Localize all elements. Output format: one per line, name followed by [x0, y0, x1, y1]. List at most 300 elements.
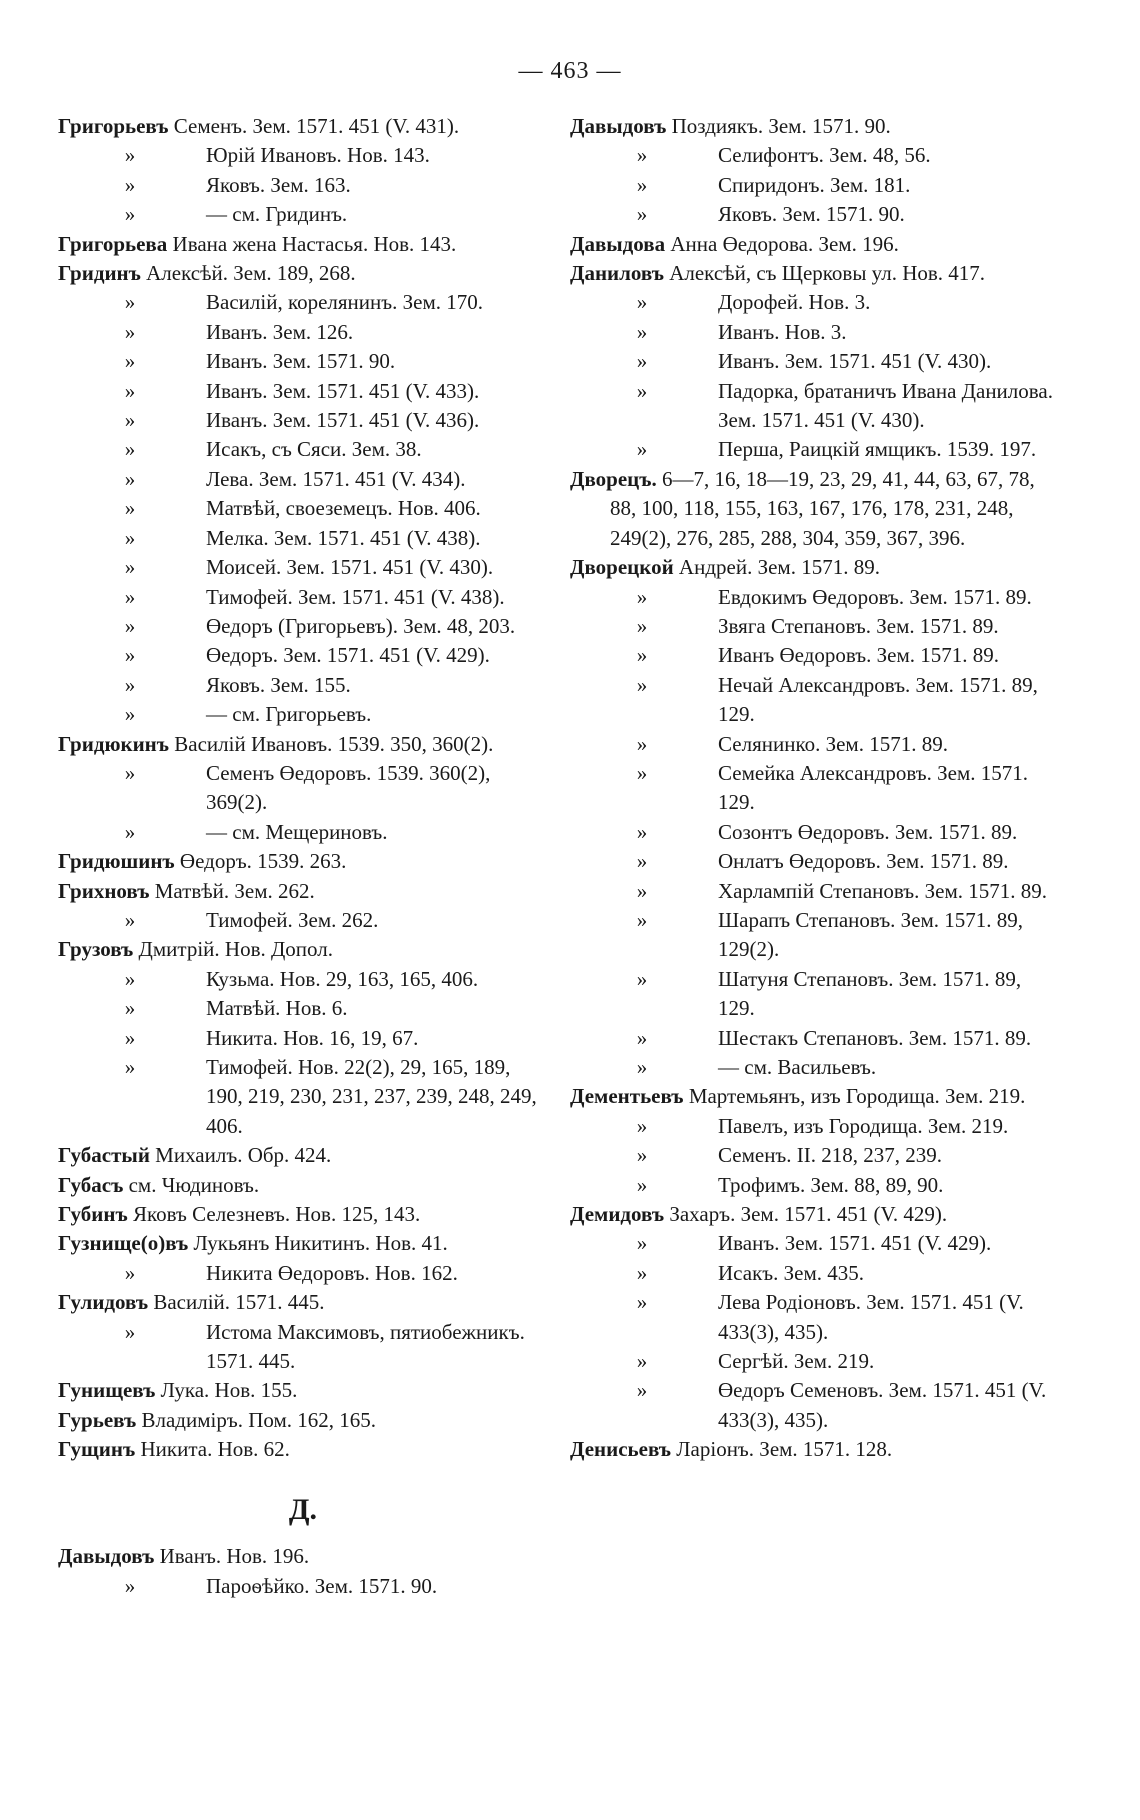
- ditto-mark-glyph: »: [124, 202, 136, 227]
- entry-text: Алексѣй, съ Щерковы ул. Нов. 417.: [663, 261, 986, 286]
- entry-text: Мелка. Зем. 1571. 451 (V. 438).: [206, 525, 481, 550]
- index-entry: [570, 1082, 1060, 1111]
- entry-text: Тимофей. Зем. 1571. 451 (V. 438).: [206, 584, 505, 609]
- entry-text: Иванъ. Зем. 1571. 451 (V. 430).: [718, 349, 992, 374]
- entry-text: Дорофей. Нов. 3.: [718, 290, 871, 315]
- entry-text: Пароѳѣйко. Зем. 1571. 90.: [206, 1573, 438, 1598]
- index-subentry: [58, 1024, 548, 1053]
- entry-text: см. Чюдиновъ.: [123, 1172, 260, 1197]
- index-subentry: [58, 671, 548, 700]
- ditto-mark-glyph: »: [124, 172, 136, 197]
- ditto-mark-glyph: »: [636, 819, 648, 844]
- ditto-mark: [106, 700, 206, 729]
- ditto-mark-glyph: »: [124, 143, 136, 168]
- ditto-mark: [618, 818, 718, 847]
- index-subentry: [570, 612, 1060, 641]
- entry-text: Иванъ. Зем. 1571. 451 (V. 436).: [206, 408, 480, 433]
- ditto-mark: [106, 553, 206, 582]
- index-subentry: [570, 583, 1060, 612]
- ditto-mark-glyph: »: [636, 1231, 648, 1256]
- ditto-mark-glyph: »: [124, 466, 136, 491]
- index-subentry: [570, 377, 1060, 436]
- right-column: [570, 112, 1060, 1465]
- ditto-mark: [106, 318, 206, 347]
- entry-text: Яковъ. Зем. 155.: [206, 672, 351, 697]
- index-subentry: [58, 641, 548, 670]
- ditto-mark-glyph: »: [124, 643, 136, 668]
- index-subentry: [58, 406, 548, 435]
- entry-surname: Дворецкой: [570, 555, 674, 580]
- ditto-mark-glyph: »: [636, 290, 648, 315]
- ditto-mark: [618, 1112, 718, 1141]
- ditto-mark: [618, 906, 718, 935]
- index-subentry: [58, 965, 548, 994]
- entry-text: Семейка Александровъ. Зем. 1571. 129.: [718, 760, 1028, 815]
- entry-text: Мартемьянъ, изъ Городища. Зем. 219.: [683, 1084, 1026, 1109]
- index-subentry: [570, 1347, 1060, 1376]
- index-subentry: [570, 877, 1060, 906]
- ditto-mark-glyph: »: [636, 731, 648, 756]
- entry-surname: Гурьевъ: [58, 1407, 137, 1432]
- ditto-mark-glyph: »: [124, 496, 136, 521]
- entry-text: Иванъ. Зем. 1571. 90.: [206, 349, 396, 374]
- entry-text: Шарапъ Степановъ. Зем. 1571. 89, 129(2).: [718, 907, 1024, 962]
- index-subentry: [570, 1376, 1060, 1435]
- index-subentry: [570, 965, 1060, 1024]
- entry-text: Нечай Александровъ. Зем. 1571. 89, 129.: [718, 672, 1038, 727]
- ditto-mark-glyph: »: [636, 643, 648, 668]
- index-subentry: [570, 200, 1060, 229]
- entry-text: Звяга Степановъ. Зем. 1571. 89.: [718, 613, 999, 638]
- entry-text: Василій Ивановъ. 1539. 350, 360(2).: [169, 731, 494, 756]
- ditto-mark-glyph: »: [636, 1055, 648, 1079]
- ditto-mark: [618, 730, 718, 759]
- index-subentry: [58, 759, 548, 818]
- index-entry: [58, 1141, 548, 1170]
- entry-text: Михаилъ. Обр. 424.: [149, 1143, 332, 1168]
- index-entry: [570, 230, 1060, 259]
- entry-surname: Гущинъ: [58, 1437, 136, 1462]
- index-subentry: [570, 1141, 1060, 1170]
- ditto-mark-glyph: »: [124, 819, 136, 844]
- ditto-mark: [618, 347, 718, 376]
- entry-text: Семенъ. II. 218, 237, 239.: [718, 1143, 943, 1168]
- ditto-mark: [618, 1259, 718, 1288]
- index-subentry: [58, 347, 548, 376]
- index-entry: [570, 112, 1060, 141]
- entry-text: Өедоръ Семеновъ. Зем. 1571. 451 (V. 433(3), 435).: [718, 1378, 1047, 1432]
- ditto-mark: [618, 965, 718, 994]
- ditto-mark-glyph: »: [636, 613, 648, 638]
- entry-text: Юрій Ивановъ. Нов. 143.: [206, 143, 430, 168]
- index-subentry: [58, 524, 548, 553]
- ditto-mark: [618, 377, 718, 406]
- entry-text: Евдокимъ Өедоровъ. Зем. 1571. 89.: [718, 584, 1032, 609]
- index-subentry: [58, 435, 548, 464]
- index-subentry: [570, 906, 1060, 965]
- index-entry: [58, 1435, 548, 1464]
- ditto-mark-glyph: »: [636, 437, 648, 462]
- index-subentry: [58, 612, 548, 641]
- entry-text: Шатуня Степановъ. Зем. 1571. 89, 129.: [718, 966, 1022, 1021]
- index-entry: [58, 1376, 548, 1405]
- ditto-mark: [618, 847, 718, 876]
- index-entry: [570, 465, 1060, 553]
- entry-text: Тимофей. Нов. 22(2), 29, 165, 189, 190, 219, 230, 231, 237, 239, 248, 249, 406.: [206, 1055, 537, 1138]
- entry-text: — см. Григорьевъ.: [206, 702, 372, 727]
- ditto-mark-glyph: »: [636, 1378, 648, 1403]
- entry-surname: Гридинъ: [58, 261, 141, 286]
- ditto-mark-glyph: »: [636, 143, 648, 168]
- entry-text: Онлатъ Өедоровъ. Зем. 1571. 89.: [718, 849, 1009, 874]
- entry-text: Лева Родіоновъ. Зем. 1571. 451 (V. 433(3), 435).: [718, 1290, 1024, 1344]
- index-subentry: [570, 818, 1060, 847]
- ditto-mark: [618, 1376, 718, 1405]
- index-subentry: [570, 318, 1060, 347]
- entry-text: Исакъ, съ Сяси. Зем. 38.: [206, 437, 422, 462]
- index-subentry: [58, 553, 548, 582]
- entry-surname: Гузнище(о)въ: [58, 1231, 189, 1256]
- ditto-mark-glyph: »: [124, 349, 136, 374]
- index-entry: [58, 1229, 548, 1258]
- index-subentry: [570, 759, 1060, 818]
- entry-surname: Григорьевъ: [58, 114, 169, 138]
- ditto-mark-glyph: »: [124, 1319, 136, 1344]
- ditto-mark: [618, 759, 718, 788]
- ditto-mark: [106, 612, 206, 641]
- ditto-mark-glyph: »: [124, 760, 136, 785]
- entry-text: Павелъ, изъ Городища. Зем. 219.: [718, 1113, 1009, 1138]
- ditto-mark: [106, 465, 206, 494]
- ditto-mark: [106, 406, 206, 435]
- ditto-mark: [618, 583, 718, 612]
- index-subentry: [570, 347, 1060, 376]
- ditto-mark: [106, 583, 206, 612]
- ditto-mark-glyph: »: [124, 525, 136, 550]
- ditto-mark-glyph: »: [636, 1260, 648, 1285]
- entry-surname: Грузовъ: [58, 937, 134, 962]
- ditto-mark: [106, 818, 206, 847]
- index-subentry: [570, 1229, 1060, 1258]
- entry-surname: Гридюкинъ: [58, 731, 170, 756]
- ditto-mark-glyph: »: [636, 378, 648, 403]
- ditto-mark-glyph: »: [124, 584, 136, 609]
- index-subentry: [58, 994, 548, 1023]
- entry-text: Сергѣй. Зем. 219.: [718, 1349, 875, 1374]
- ditto-mark-glyph: »: [124, 378, 136, 403]
- ditto-mark-glyph: »: [636, 319, 648, 344]
- entry-text: 6—7, 16, 18—19, 23, 29, 41, 44, 63, 67, 78, 88, 100, 118, 155, 163, 167, 176, 178, 231, 248, 249(2), 276, 285, 288, 304, 359, 367, 396.: [610, 466, 1035, 550]
- ditto-mark: [618, 671, 718, 700]
- ditto-mark: [618, 1053, 718, 1082]
- ditto-mark-glyph: »: [636, 202, 648, 227]
- ditto-mark-glyph: »: [636, 1290, 648, 1315]
- ditto-mark: [618, 1141, 718, 1170]
- entry-text: Кузьма. Нов. 29, 163, 165, 406.: [206, 966, 479, 991]
- ditto-mark-glyph: »: [124, 672, 136, 697]
- entry-text: Матвѣй, своеземецъ. Нов. 406.: [206, 496, 481, 521]
- entry-surname: Григорьева: [58, 231, 168, 256]
- index-subentry: [58, 906, 548, 935]
- ditto-mark-glyph: »: [124, 1260, 136, 1285]
- index-entry: [58, 230, 548, 259]
- entry-surname: Дементьевъ: [570, 1084, 684, 1109]
- ditto-mark-glyph: »: [124, 613, 136, 638]
- index-subentry: [58, 1572, 548, 1601]
- entry-text: Моисей. Зем. 1571. 451 (V. 430).: [206, 555, 494, 580]
- ditto-mark-glyph: »: [124, 555, 136, 580]
- ditto-mark: [106, 994, 206, 1023]
- entry-text: Яковъ Селезневъ. Нов. 125, 143.: [127, 1202, 421, 1227]
- ditto-mark: [618, 1229, 718, 1258]
- ditto-mark: [618, 1171, 718, 1200]
- ditto-mark: [106, 494, 206, 523]
- entry-text: Ивана жена Настасья. Нов. 143.: [167, 231, 457, 256]
- entry-surname: Гридюшинъ: [58, 849, 175, 874]
- ditto-mark-glyph: »: [636, 1172, 648, 1197]
- index-subentry: [58, 288, 548, 317]
- index-subentry: [570, 671, 1060, 730]
- entry-surname: Губастый: [58, 1143, 150, 1168]
- ditto-mark: [618, 171, 718, 200]
- entry-text: Спиридонъ. Зем. 181.: [718, 172, 911, 197]
- index-subentry: [58, 818, 548, 847]
- entry-text: Шестакъ Степановъ. Зем. 1571. 89.: [718, 1025, 1032, 1050]
- ditto-mark-glyph: »: [636, 1113, 648, 1138]
- index-subentry: [58, 141, 548, 170]
- index-entry: [570, 553, 1060, 582]
- ditto-mark-glyph: »: [636, 1025, 648, 1050]
- ditto-mark: [618, 200, 718, 229]
- ditto-mark-glyph: »: [124, 319, 136, 344]
- entry-text: Ларіонъ. Зем. 1571. 128.: [671, 1437, 893, 1462]
- entry-text: Иванъ. Зем. 1571. 451 (V. 429).: [718, 1231, 992, 1256]
- entry-surname: Дворецъ.: [570, 466, 657, 491]
- entry-text: Владиміръ. Пом. 162, 165.: [136, 1407, 377, 1432]
- index-subentry: [58, 200, 548, 229]
- ditto-mark-glyph: »: [636, 966, 648, 991]
- index-subentry: [570, 847, 1060, 876]
- ditto-mark: [106, 347, 206, 376]
- entry-text: Селифонтъ. Зем. 48, 56.: [718, 143, 931, 168]
- index-subentry: [570, 1112, 1060, 1141]
- ditto-mark-glyph: »: [636, 584, 648, 609]
- ditto-mark-glyph: »: [124, 996, 136, 1021]
- index-subentry: [58, 171, 548, 200]
- index-subentry: [58, 465, 548, 494]
- ditto-mark: [106, 906, 206, 935]
- entry-text: Семенъ Өедоровъ. 1539. 360(2), 369(2).: [206, 760, 491, 815]
- index-subentry: [570, 1259, 1060, 1288]
- entry-text: Иванъ. Зем. 1571. 451 (V. 433).: [206, 378, 480, 403]
- entry-surname: Губасъ: [58, 1172, 124, 1197]
- entry-surname: Гунищевъ: [58, 1378, 156, 1403]
- index-subentry: [570, 1171, 1060, 1200]
- ditto-mark: [106, 435, 206, 464]
- ditto-mark: [106, 200, 206, 229]
- entry-text: Василій, корелянинъ. Зем. 170.: [206, 290, 483, 315]
- ditto-mark-glyph: »: [124, 907, 136, 932]
- entry-surname: Губинъ: [58, 1202, 128, 1227]
- entry-text: Перша, Раицкій ямщикъ. 1539. 197.: [718, 437, 1037, 462]
- ditto-mark: [106, 1572, 206, 1601]
- entry-text: Трофимъ. Зем. 88, 89, 90.: [718, 1172, 944, 1197]
- index-entry: [570, 1200, 1060, 1229]
- index-entry: [58, 730, 548, 759]
- ditto-mark-glyph: »: [636, 907, 648, 932]
- entry-text: Өедоръ. Зем. 1571. 451 (V. 429).: [206, 643, 490, 668]
- index-subentry: [58, 1259, 548, 1288]
- ditto-mark-glyph: »: [636, 672, 648, 697]
- ditto-mark: [618, 318, 718, 347]
- index-entry: [58, 935, 548, 964]
- index-entry: [58, 1200, 548, 1229]
- entry-text: Өедоръ (Григорьевъ). Зем. 48, 203.: [206, 613, 516, 638]
- entry-text: Лука. Нов. 155.: [155, 1378, 298, 1403]
- entry-text: Харлампій Степановъ. Зем. 1571. 89.: [718, 878, 1048, 903]
- entry-surname: Даниловъ: [570, 261, 664, 286]
- entry-text: Андрей. Зем. 1571. 89.: [673, 555, 880, 580]
- ditto-mark-glyph: »: [124, 1055, 136, 1079]
- entry-text: Никита. Нов. 62.: [135, 1437, 290, 1462]
- ditto-mark-glyph: »: [636, 349, 648, 374]
- entry-text: Созонтъ Өедоровъ. Зем. 1571. 89.: [718, 819, 1018, 844]
- entry-text: Дмитрій. Нов. Допол.: [133, 937, 334, 962]
- index-subentry: [570, 1053, 1060, 1082]
- entry-text: Семенъ. Зем. 1571. 451 (V. 431).: [168, 114, 460, 138]
- ditto-mark: [106, 141, 206, 170]
- entry-text: Иванъ. Зем. 126.: [206, 319, 354, 344]
- entry-text: — см. Мещериновъ.: [206, 819, 388, 844]
- entry-text: Иванъ Өедоровъ. Зем. 1571. 89.: [718, 643, 999, 668]
- ditto-mark: [618, 1347, 718, 1376]
- ditto-mark: [106, 377, 206, 406]
- ditto-mark: [106, 671, 206, 700]
- ditto-mark-glyph: »: [124, 290, 136, 315]
- ditto-mark: [106, 1053, 206, 1082]
- ditto-mark: [106, 1259, 206, 1288]
- left-column: [58, 112, 548, 1601]
- index-entry: [570, 259, 1060, 288]
- index-entry: [58, 112, 548, 141]
- ditto-mark-glyph: »: [636, 1143, 648, 1168]
- index-subentry: [58, 377, 548, 406]
- index-subentry: [58, 1318, 548, 1377]
- entry-text: Яковъ. Зем. 163.: [206, 172, 351, 197]
- index-subentry: [570, 288, 1060, 317]
- ditto-mark: [618, 641, 718, 670]
- index-subentry: [58, 494, 548, 523]
- index-subentry: [58, 1053, 548, 1141]
- index-subentry: [58, 700, 548, 729]
- index-subentry: [570, 1024, 1060, 1053]
- ditto-mark: [618, 1024, 718, 1053]
- entry-text: Өедоръ. 1539. 263.: [174, 849, 347, 874]
- entry-text: Василій. 1571. 445.: [148, 1290, 325, 1315]
- ditto-mark: [618, 877, 718, 906]
- ditto-mark: [106, 1318, 206, 1347]
- index-subentry: [570, 730, 1060, 759]
- ditto-mark-glyph: »: [124, 702, 136, 727]
- ditto-mark: [618, 612, 718, 641]
- index-entry: [58, 1406, 548, 1435]
- ditto-mark-glyph: »: [636, 172, 648, 197]
- ditto-mark: [106, 965, 206, 994]
- index-subentry: [58, 583, 548, 612]
- ditto-mark: [618, 435, 718, 464]
- index-entry: [58, 1288, 548, 1317]
- index-subentry: [570, 641, 1060, 670]
- ditto-mark-glyph: »: [636, 878, 648, 903]
- index-subentry: [570, 435, 1060, 464]
- index-entry: [58, 1171, 548, 1200]
- entry-text: Лукьянъ Никитинъ. Нов. 41.: [188, 1231, 448, 1256]
- entry-surname: Демидовъ: [570, 1202, 665, 1227]
- section-letter: Д.: [288, 1492, 318, 1526]
- entry-text: Истома Максимовъ, пятиобежникъ. 1571. 445.: [206, 1319, 525, 1374]
- ditto-mark: [106, 641, 206, 670]
- ditto-mark: [618, 1288, 718, 1317]
- page-number: — 463 —: [518, 58, 622, 84]
- entry-text: Падорка, братаничъ Ивана Данилова. Зем. 1571. 451 (V. 430).: [718, 378, 1053, 433]
- ditto-mark-glyph: »: [124, 437, 136, 462]
- ditto-mark-glyph: »: [124, 1573, 136, 1598]
- entry-surname: Гулидовъ: [58, 1290, 149, 1315]
- entry-text: Матвѣй. Зем. 262.: [149, 878, 315, 903]
- entry-text: Поздиякъ. Зем. 1571. 90.: [666, 114, 891, 138]
- ditto-mark: [618, 288, 718, 317]
- entry-surname: Грихновъ: [58, 878, 150, 903]
- entry-text: Никита. Нов. 16, 19, 67.: [206, 1025, 419, 1050]
- entry-text: Тимофей. Зем. 262.: [206, 907, 379, 932]
- entry-text: — см. Васильевъ.: [718, 1055, 877, 1079]
- entry-text: — см. Гридинъ.: [206, 202, 348, 227]
- entry-surname: Денисьевъ: [570, 1437, 672, 1462]
- index-entry: [570, 1435, 1060, 1464]
- index-entry: [58, 1542, 548, 1571]
- entry-surname: Давыдовъ: [570, 114, 667, 138]
- ditto-mark: [106, 288, 206, 317]
- entry-text: Иванъ. Нов. 196.: [154, 1544, 310, 1569]
- ditto-mark-glyph: »: [124, 966, 136, 991]
- ditto-mark: [106, 524, 206, 553]
- entry-text: Иванъ. Нов. 3.: [718, 319, 847, 344]
- entry-text: Матвѣй. Нов. 6.: [206, 996, 348, 1021]
- entry-text: Никита Өедоровъ. Нов. 162.: [206, 1260, 458, 1285]
- ditto-mark-glyph: »: [124, 1025, 136, 1050]
- ditto-mark-glyph: »: [636, 1349, 648, 1374]
- entry-text: Алексѣй. Зем. 189, 268.: [140, 261, 356, 286]
- index-subentry: [570, 171, 1060, 200]
- ditto-mark-glyph: »: [124, 408, 136, 433]
- entry-surname: Давыдова: [570, 231, 666, 256]
- entry-text: Лева. Зем. 1571. 451 (V. 434).: [206, 466, 466, 491]
- entry-text: Исакъ. Зем. 435.: [718, 1260, 865, 1285]
- ditto-mark: [618, 141, 718, 170]
- entry-text: Селянинко. Зем. 1571. 89.: [718, 731, 948, 756]
- index-entry: [58, 847, 548, 876]
- ditto-mark-glyph: »: [636, 760, 648, 785]
- entry-surname: Давыдовъ: [58, 1544, 155, 1569]
- index-subentry: [570, 141, 1060, 170]
- index-subentry: [570, 1288, 1060, 1347]
- entry-text: Захаръ. Зем. 1571. 451 (V. 429).: [664, 1202, 948, 1227]
- ditto-mark: [106, 1024, 206, 1053]
- entry-text: Яковъ. Зем. 1571. 90.: [718, 202, 905, 227]
- ditto-mark-glyph: »: [636, 849, 648, 874]
- index-entry: [58, 259, 548, 288]
- index-entry: [58, 877, 548, 906]
